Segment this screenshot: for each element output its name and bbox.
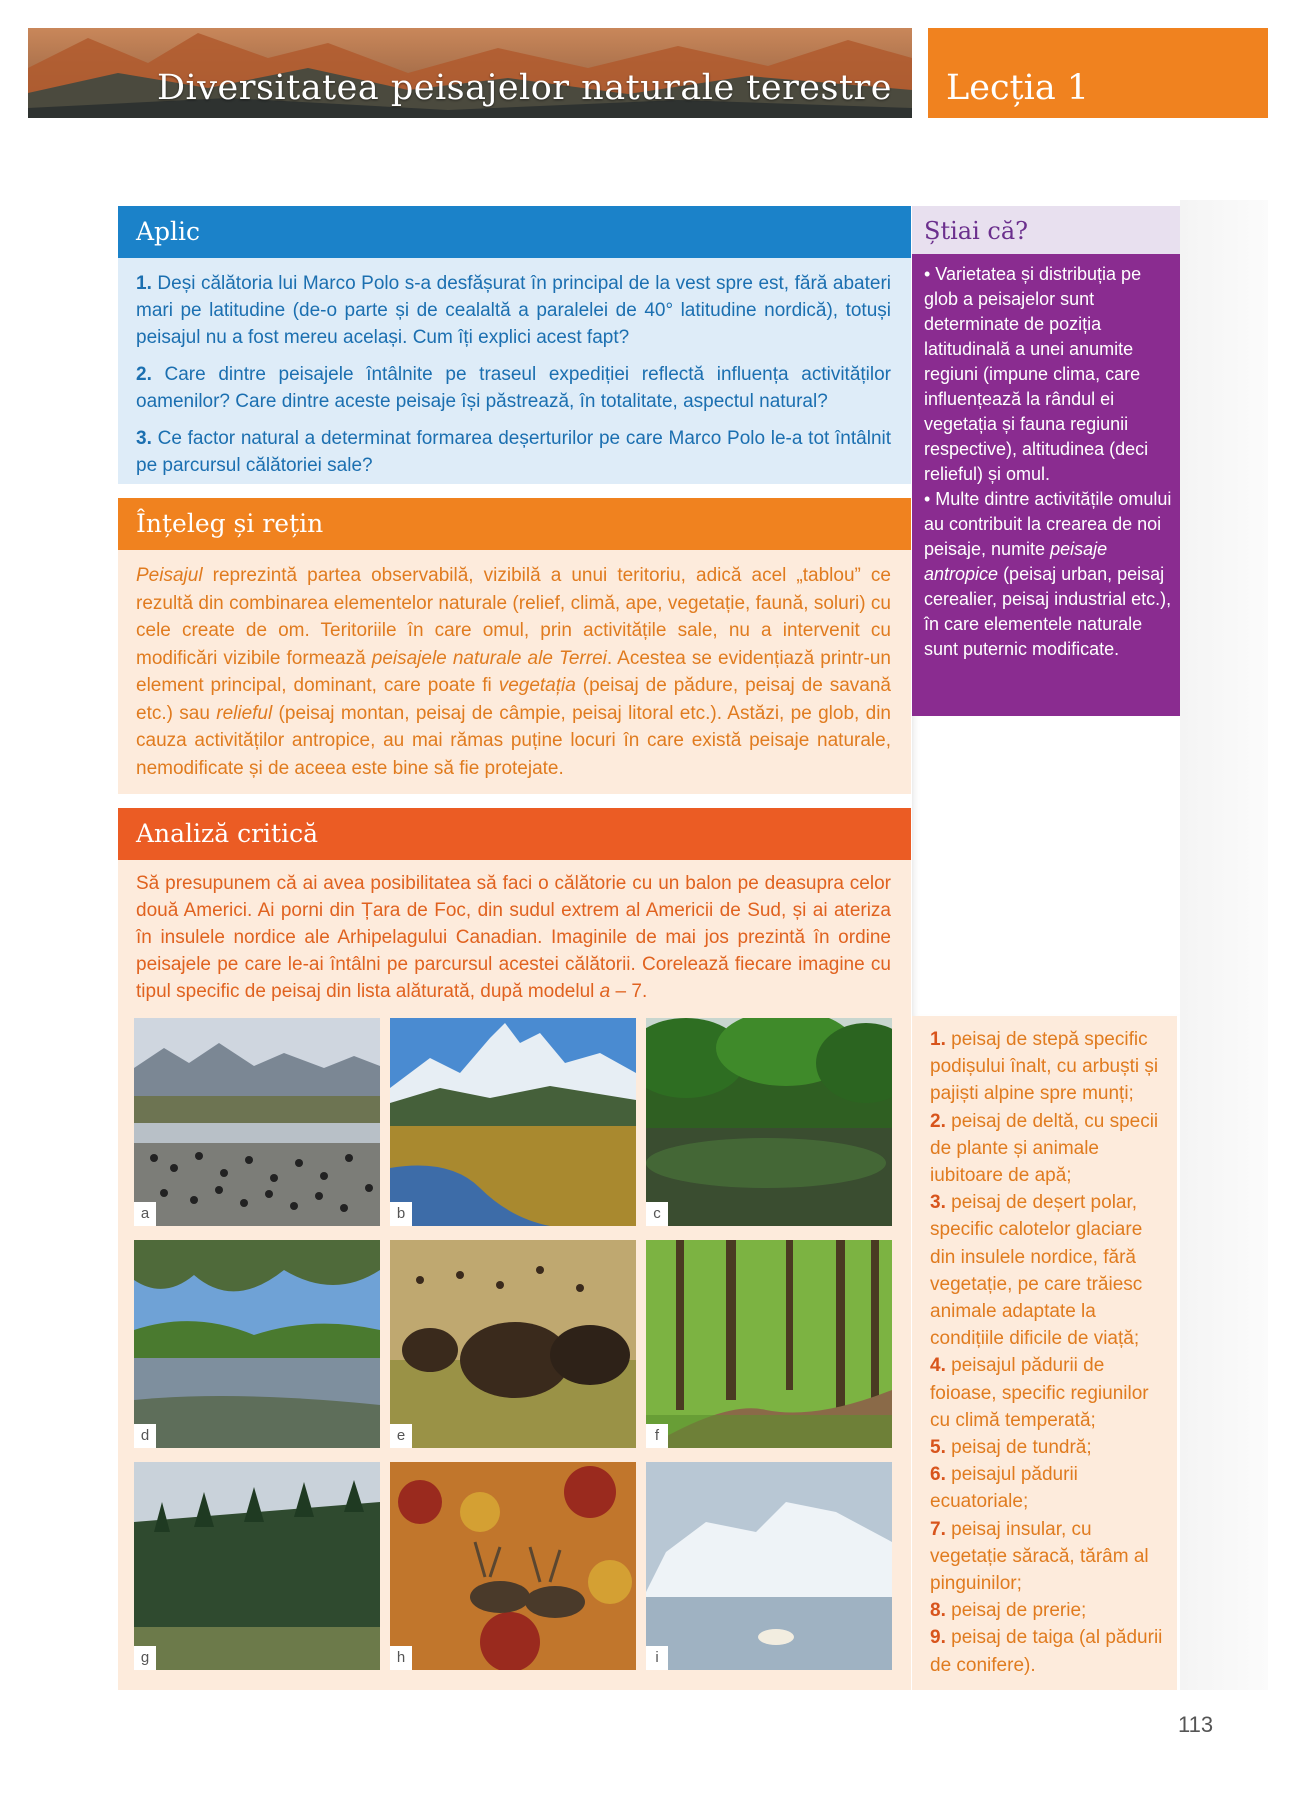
text-run-italic: a — [599, 981, 611, 1002]
landscape-type-item — [930, 1108, 1170, 1190]
landscape-type-item — [930, 1516, 1170, 1598]
item-number: 3. — [930, 1192, 946, 1214]
item-text: peisaj de tundră; — [945, 1437, 1092, 1459]
text-run: (peisaj montan, peisaj de câmpie, peisaj litoral etc.). Astăzi, pe glob, din cauza activităților antropice, au mai rămas puține locuri în care există peisaje naturale, nemodificate și de aceea este bine să fie protejate. — [136, 702, 891, 779]
item-number: 6. — [930, 1464, 946, 1486]
question-number: 1. — [136, 273, 152, 294]
landscape-type-item — [930, 1597, 1170, 1624]
photo-label: b — [390, 1202, 412, 1226]
aplic-question-3 — [136, 425, 891, 479]
question-text: Ce factor natural a determinat formarea deșerturilor pe care Marco Polo le-a tot întâlnit pe parcursul călătoriei sale? — [136, 428, 892, 476]
landscape-type-item — [930, 1026, 1170, 1108]
text-run: (peisaj de pădure, peisaj de savană etc.) sau — [136, 675, 891, 724]
landscape-type-item — [930, 1434, 1170, 1461]
photo-g-taiga — [134, 1462, 380, 1670]
text-run-italic: peisaje antropice — [924, 539, 1108, 584]
photo-f-deciduous-forest — [646, 1240, 892, 1448]
stiai-ca-heading: Știai că? — [924, 217, 1028, 245]
item-number: 8. — [930, 1600, 946, 1622]
page-number: 113 — [1178, 1712, 1214, 1737]
analiza-paragraph — [136, 870, 891, 1005]
photo-a-penguins — [134, 1018, 380, 1226]
item-number: 1. — [930, 1029, 946, 1050]
aplic-question-2 — [136, 361, 891, 415]
item-number: 5. — [930, 1437, 946, 1459]
page-title: Diversitatea peisajelor naturale terestre — [157, 68, 892, 108]
photo-label: i — [646, 1646, 668, 1670]
photo-label: c — [646, 1202, 668, 1226]
photo-i-polar-ice — [646, 1462, 892, 1670]
item-number: 7. — [930, 1518, 946, 1540]
photo-h-tundra-caribou — [390, 1462, 636, 1670]
text-run: – 7. — [610, 981, 648, 1002]
question-number: 3. — [136, 428, 152, 449]
text-run: Să presupunem că ai avea posibilitatea să faci o călătorie cu un balon pe deasupra celor două Americi. Ai porni din Țara de Foc, din sudul extrem al Americii de Sud, și ai ateriza în insulele nordice ale Arhipelagului Canadian. Imaginile de mai jos prezintă în ordine peisajele pe care le-ai întâlni pe parcursul acestei călătorii. Corelează fiecare imagine cu tipul specific de peisaj din lista alăturată, după modelul — [136, 873, 891, 1002]
photo-label: d — [134, 1424, 156, 1448]
header-banner — [28, 28, 912, 118]
analiza-heading: Analiză critică — [136, 819, 318, 848]
aplic-heading: Aplic — [136, 217, 201, 246]
photo-label: a — [134, 1202, 156, 1226]
landscape-type-item — [930, 1189, 1170, 1352]
item-text: peisaj de stepă specific podișului înalt, cu arbuști și pajiști alpine spre munți; — [930, 1029, 1159, 1105]
item-number: 4. — [930, 1355, 946, 1377]
photo-label: h — [390, 1646, 412, 1670]
item-text: peisaj de prerie; — [945, 1600, 1087, 1622]
item-text: peisaj de deșert polar, specific calotelor glaciare din insulele nordice, fără vegetație, pe care trăiesc animale adaptate la condițiile dificile de viață; — [930, 1192, 1143, 1350]
inteleg-heading-bar — [118, 498, 911, 550]
inteleg-paragraph — [136, 562, 891, 782]
item-text: peisaj insular, cu vegetație săracă, tărâm al pinguinilor; — [930, 1518, 1149, 1595]
question-text: Deși călătoria lui Marco Polo s-a desfășurat în principal de la vest spre est, fără abateri mari pe latitudine (de-o parte și de cealaltă a paralelei de 40° latitudine nordică), totuși peisajul nu a fost mereu același. Cum îți explici acest fapt? — [136, 273, 891, 348]
text-run: • Multe dintre activitățile omului au contribuit la crearea de noi peisaje, numite — [924, 489, 1172, 559]
item-text: peisajul pădurii ecuatoriale; — [930, 1464, 1078, 1513]
text-run: reprezintă partea observabilă, vizibilă a unui teritoriu, adică acel „tablou” ce rezultă din combinarea elementelor naturale (relief, climă, ape, vegetație, faună, soluri) cu cele create de om. Teritoriile în care omul, prin activitățile sale, nu a intervenit cu modificări vizibile formează — [136, 565, 891, 669]
photo-label: g — [134, 1646, 156, 1670]
text-run-italic: relieful — [216, 702, 273, 724]
text-run-italic: peisajele naturale ale Terrei — [371, 647, 607, 669]
question-number: 2. — [136, 364, 152, 385]
item-text: peisaj de taiga (al pădurii de conifere). — [930, 1627, 1163, 1676]
photo-label: f — [646, 1424, 668, 1448]
question-text: Care dintre peisajele întâlnite pe traseul expediției reflectă influența activităților oamenilor? Care dintre aceste peisaje își păstrează, în totalitate, aspectul natural? — [136, 364, 891, 412]
text-run: (peisaj urban, peisaj cerealier, peisaj industrial etc.), în care elementele naturale sunt puternic modificate. — [924, 564, 1172, 659]
analiza-heading-bar — [118, 808, 911, 860]
photo-d-delta — [134, 1240, 380, 1448]
sidebar-background — [1180, 200, 1268, 1690]
aplic-section — [118, 258, 911, 484]
inteleg-heading: Înțeleg și rețin — [136, 509, 324, 538]
text-run-italic: vegetația — [498, 675, 576, 696]
item-number: 2. — [930, 1110, 946, 1132]
photo-e-prairie-bison — [390, 1240, 636, 1448]
landscape-types-list — [912, 1016, 1177, 1690]
photo-label: e — [390, 1424, 412, 1448]
lesson-label-text: Lecția 1 — [946, 68, 1090, 108]
landscape-type-item — [930, 1624, 1170, 1678]
text-run: . Acestea se evidențiază printr-un element principal, dominant, care poate fi — [136, 647, 891, 696]
text-run-italic: Peisajul — [136, 565, 203, 586]
sidebar-spacer — [912, 716, 1180, 1016]
lesson-label — [928, 28, 1268, 118]
landscape-type-item — [930, 1461, 1170, 1515]
item-text: peisaj de deltă, cu specii de plante și animale iubitoare de apă; — [930, 1110, 1159, 1187]
inteleg-section — [118, 550, 911, 794]
stiai-ca-heading-bar — [912, 206, 1180, 254]
photo-c-rainforest — [646, 1018, 892, 1226]
stiai-ca-paragraph-2 — [924, 487, 1172, 662]
stiai-ca-paragraph-1: • Varietatea și distribuția pe glob a peisajelor sunt determinate de poziția latitudinală a unei anumite regiuni (impune clima, care influențează la rândul ei vegetația și fauna regiunii respective), altitudinea (deci relieful) și omul. — [924, 264, 1149, 484]
item-number: 9. — [930, 1627, 946, 1649]
item-text: peisajul pădurii de foioase, specific regiunilor cu climă temperată; — [930, 1355, 1149, 1431]
aplic-question-1 — [136, 270, 891, 351]
landscape-type-item — [930, 1352, 1170, 1434]
photo-b-patagonia — [390, 1018, 636, 1226]
stiai-ca-box — [912, 254, 1180, 716]
aplic-heading-bar — [118, 206, 911, 258]
